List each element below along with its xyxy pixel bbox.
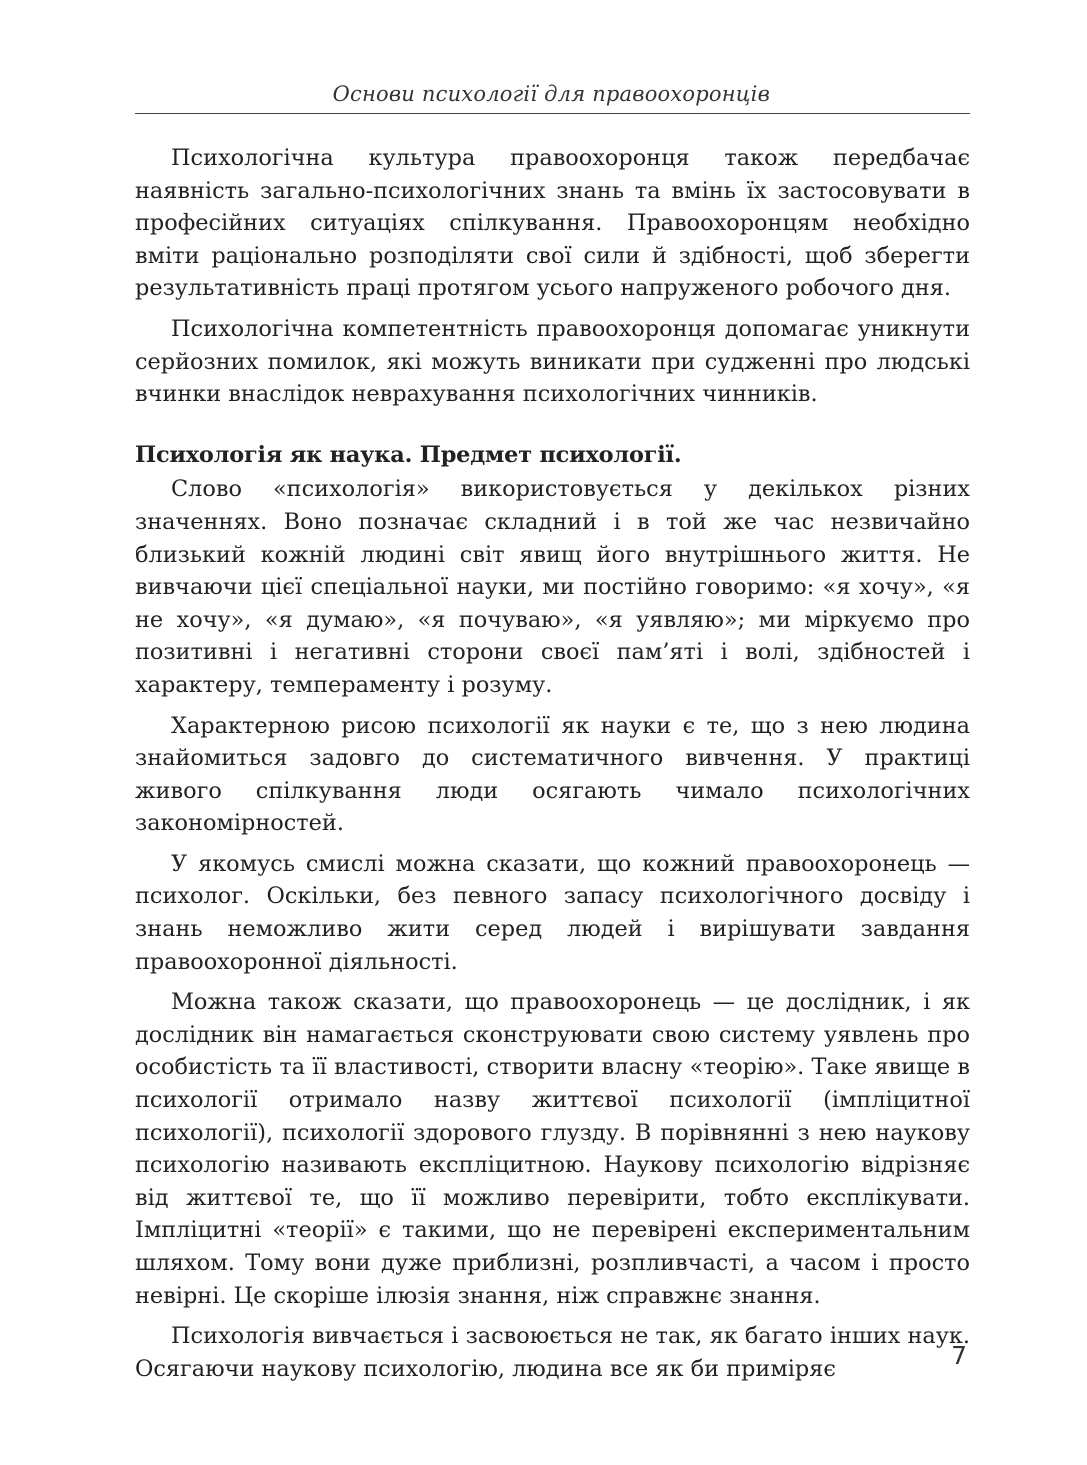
- paragraph: Слово «психологія» використовується у декількох різних значеннях. Воно позначає складний і в той же час незвичайно близький кожній людині світ явищ його внутрішнього життя. Не вивчаючи цієї спеціальної науки, ми постійно говоримо: «я хочу», «я не хочу», «я думаю», «я почуваю», «я уявляю»; ми міркуємо про позитивні і негативні сторони своєї пам’яті і волі, здібностей і характеру, темпераменту і розуму.: [135, 476, 970, 698]
- paragraph: Психологічна компетентність правоохоронця допомагає уникнути серйозних помилок, які можуть виникати при судженні про людські вчинки внаслідок неврахування психологічних чинників.: [135, 315, 970, 408]
- paragraph: Характерною рисою психології як науки є те, що з нею людина знайомиться задовго до систематичного вивчення. У практиці живого спілкування люди осягають чимало психологічних закономірностей.: [135, 712, 970, 837]
- paragraph: Можна також сказати, що правоохоронець — це дослідник, і як дослідник він намагається сконструювати свою систему уявлень про особистість та її властивості, створити власну «теорію». Таке явище в психології отримало назву життєвої психології (імпліцитної психології), психології здорового глузду. В порівнянні з нею наукову психологію називають експліцитною. Наукову психологію відрізняє від життєвої те, що її можливо перевірити, тобто експлікувати. Імпліцитні «теорії» є такими, що не перевірені експериментальним шляхом. Тому вони дуже приблизні, розпливчасті, а часом і просто невірні. Це скоріше ілюзія знання, ніж справжнє знання.: [135, 989, 970, 1309]
- paragraph: Психологічна культура правоохоронця також передбачає наявність загально-психологічних знань та вмінь їх застосовувати в професійних ситуаціях спілкування. Правоохоронцям необхідно вміти раціонально розподіляти свої сили й здібності, щоб зберегти результативність праці протягом усього напруженого робочого дня.: [135, 145, 970, 302]
- paragraph: У якомусь смислі можна сказати, що кожний правоохоронець — психолог. Оскільки, без певного запасу психологічного досвіду і знань неможливо жити серед людей і вирішувати завдання правоохоронної діяльності.: [135, 850, 970, 975]
- running-title: Основи психології для правоохоронців: [332, 82, 770, 106]
- page-content: [135, 142, 970, 1393]
- page-number: 7: [951, 1341, 967, 1370]
- paragraph: Психологія вивчається і засвоюється не так, як багато інших наук. Осягаючи наукову психологію, людина все як би приміряє: [135, 1323, 970, 1382]
- section-heading: Психологія як наука. Предмет психології.: [135, 441, 682, 468]
- running-header: [135, 76, 970, 114]
